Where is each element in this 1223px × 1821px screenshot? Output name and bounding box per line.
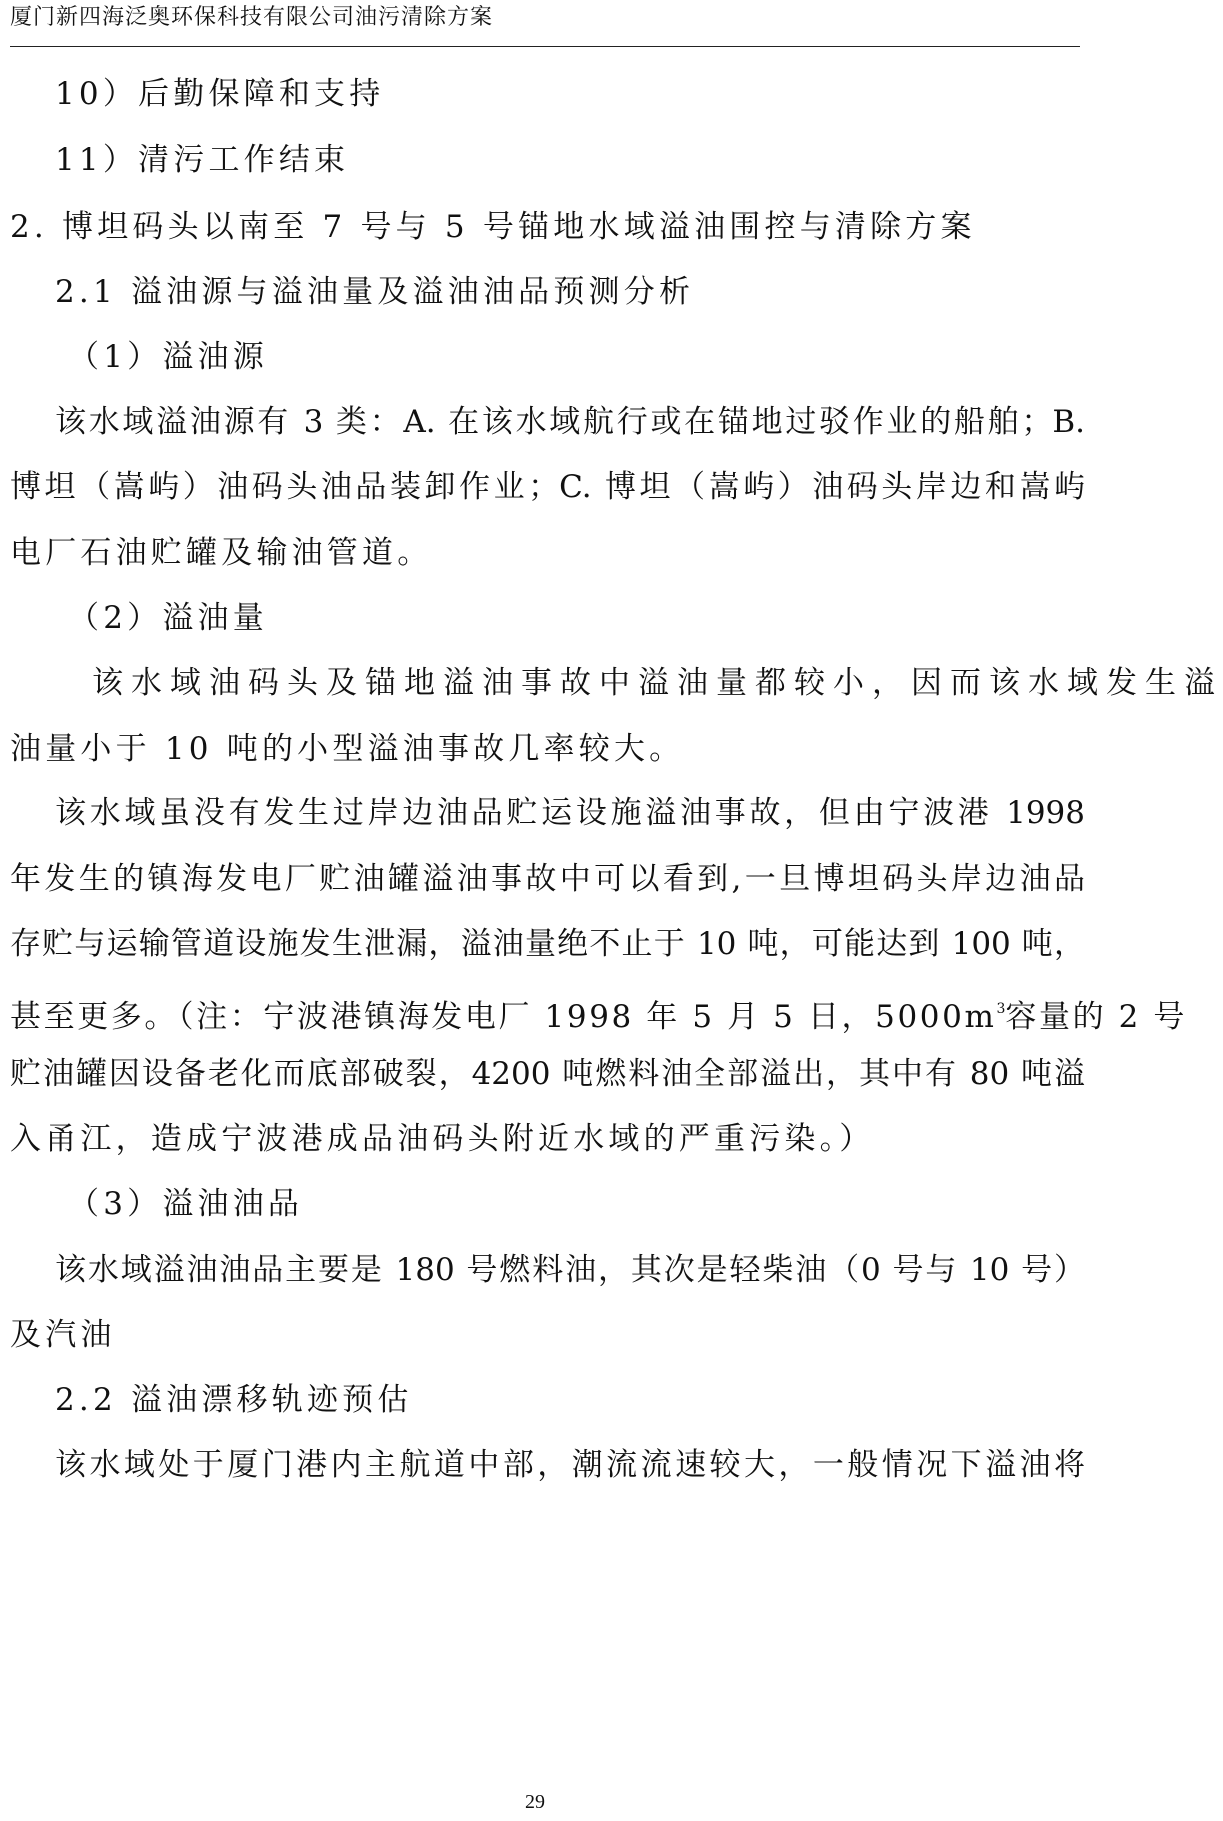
subsection-heading-2-1: 2.1 溢油源与溢油量及溢油油品预测分析 [55, 274, 695, 310]
paragraph-line: 年发生的镇海发电厂贮油罐溢油事故中可以看到,一旦博坦码头岸边油品 [10, 861, 1085, 897]
paragraph-line: 存贮与运输管道设施发生泄漏，溢油量绝不止于 10 吨，可能达到 100 吨， [10, 926, 1085, 962]
item-heading-3: （3）溢油油品 [68, 1186, 304, 1222]
section-heading-2: 2. 博坦码头以南至 7 号与 5 号锚地水域溢油围控与清除方案 [10, 209, 976, 245]
paragraph-line: 博坦（嵩屿）油码头油品装卸作业；C. 博坦（嵩屿）油码头岸边和嵩屿 [10, 469, 1085, 505]
paragraph-line: 入甬江，造成宁波港成品油码头附近水域的严重污染。） [10, 1121, 875, 1157]
paragraph-line: 该水域油码头及锚地溢油事故中溢油量都较小，因而该水域发生溢 [92, 665, 1223, 701]
item-heading-2: （2）溢油量 [68, 600, 268, 636]
subsection-heading-2-2: 2.2 溢油漂移轨迹预估 [55, 1382, 413, 1418]
superscript-3: 3 [996, 1001, 1006, 1017]
header-divider [10, 46, 1080, 47]
paragraph-line-part: 容量的 2 号 [1005, 999, 1188, 1035]
paragraph-line: 该水域虽没有发生过岸边油品贮运设施溢油事故，但由宁波港 1998 [55, 795, 1085, 831]
paragraph-line: 及汽油 [10, 1317, 116, 1353]
paragraph-line: 贮油罐因设备老化而底部破裂，4200 吨燃料油全部溢出，其中有 80 吨溢 [10, 1056, 1085, 1092]
paragraph-line-part: 甚至更多。（注：宁波港镇海发电厂 1998 年 5 月 5 日，5000m [10, 999, 997, 1035]
text-line-2: 11）清污工作结束 [55, 142, 350, 178]
text-line-1: 10）后勤保障和支持 [55, 76, 385, 112]
paragraph-line: 该水域溢油源有 3 类：A. 在该水域航行或在锚地过驳作业的船舶；B. [55, 404, 1085, 440]
page-number: 29 [525, 1791, 545, 1813]
paragraph-line: 油量小于 10 吨的小型溢油事故几率较大。 [10, 731, 685, 767]
paragraph-line: 该水域溢油油品主要是 180 号燃料油，其次是轻柴油（0 号与 10 号） [55, 1252, 1085, 1288]
item-heading-1: （1）溢油源 [68, 339, 268, 375]
paragraph-line: 电厂石油贮罐及输油管道。 [10, 535, 433, 571]
paragraph-line [10, 989, 1188, 1037]
paragraph-line: 该水域处于厦门港内主航道中部，潮流流速较大，一般情况下溢油将 [55, 1447, 1085, 1483]
page-header-title: 厦门新四海泛奥环保科技有限公司油污清除方案 [10, 5, 494, 30]
